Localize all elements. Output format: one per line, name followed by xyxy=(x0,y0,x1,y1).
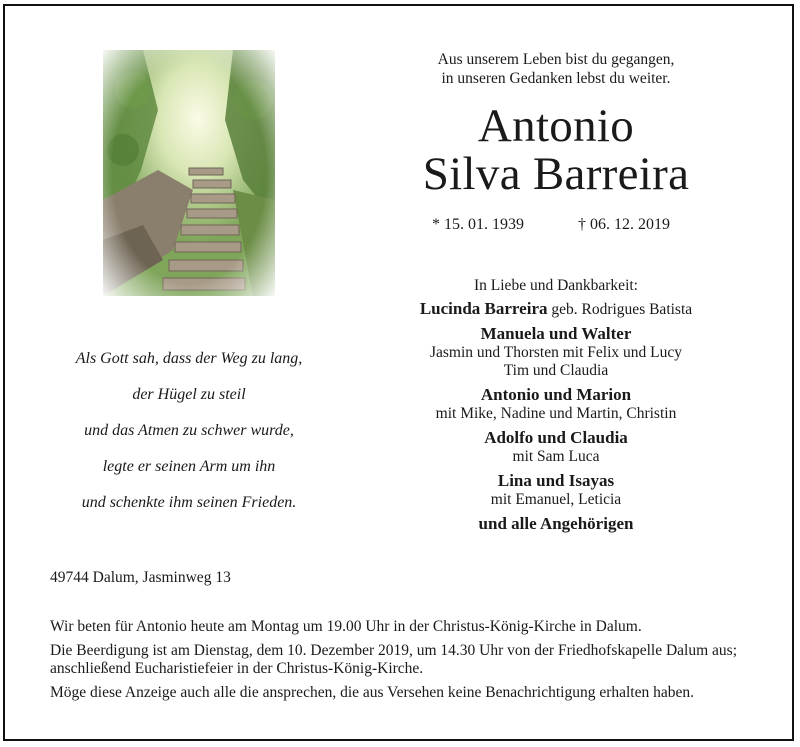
mourner-group xyxy=(380,470,732,509)
widow-line xyxy=(380,298,732,319)
mourner-group xyxy=(380,384,732,423)
mourner-group-line: Tim und Claudia xyxy=(503,362,609,379)
motto-line: Aus unserem Leben bist du gegangen, xyxy=(437,51,675,68)
last-name: Silva Barreira xyxy=(422,148,690,200)
service-notes xyxy=(50,618,760,708)
birth-date: * 15. 01. 1939 xyxy=(432,216,524,233)
mourner-group-title: Adolfo und Claudia xyxy=(484,428,628,447)
first-name: Antonio xyxy=(477,100,635,152)
forest-stairs-photo xyxy=(103,50,275,296)
mourner-group-title: Antonio und Marion xyxy=(480,385,632,404)
mourner-group-line: mit Mike, Nadine und Martin, Christin xyxy=(435,405,677,422)
prayer-note: Wir beten für Antonio heute am Montag um 19.00 Uhr in der Christus-König-Kirche in Dalum. xyxy=(50,618,642,635)
mourner-group xyxy=(380,427,732,466)
mourner-group-line: mit Sam Luca xyxy=(512,448,600,465)
poem-line: und das Atmen zu schwer wurde, xyxy=(84,422,294,439)
mourners-list xyxy=(380,276,732,534)
mourner-group-line: Jasmin und Thorsten mit Felix und Lucy xyxy=(429,344,682,361)
mourner-group-title: Lina und Isayas xyxy=(497,471,615,490)
poem-line: legte er seinen Arm um ihn xyxy=(102,458,276,475)
death-date: † 06. 12. 2019 xyxy=(578,216,670,233)
mourner-group xyxy=(380,323,732,380)
address: 49744 Dalum, Jasminweg 13 xyxy=(50,569,231,586)
poem xyxy=(30,341,348,521)
mourner-group-title: Manuela und Walter xyxy=(480,324,632,343)
deceased-name xyxy=(380,102,732,198)
poem-line: der Hügel zu steil xyxy=(132,386,246,403)
motto-line: in unseren Gedanken lebst du weiter. xyxy=(441,70,671,87)
poem-line: Als Gott sah, dass der Weg zu lang, xyxy=(75,350,303,367)
funeral-note: Die Beerdigung ist am Dienstag, dem 10. Dezember 2019, um 14.30 Uhr von der Friedhofskapelle Dalum aus; anschließend Eucharistiefeier in der Christus-König-Kirche. xyxy=(50,642,738,677)
mourners-closing: und alle Angehörigen xyxy=(478,514,634,533)
widow-name: Lucinda Barreira xyxy=(419,299,548,318)
widow-note: geb. Rodrigues Batista xyxy=(551,301,693,318)
notification-note: Möge diese Anzeige auch alle die ansprechen, die aus Versehen keine Benachrichtigung erhalten haben. xyxy=(50,684,694,701)
mourners-intro: In Liebe und Dankbarkeit: xyxy=(474,277,638,294)
motto xyxy=(380,50,732,88)
mourner-group-line: mit Emanuel, Leticia xyxy=(490,491,622,508)
poem-line: und schenkte ihm seinen Frieden. xyxy=(81,494,297,511)
